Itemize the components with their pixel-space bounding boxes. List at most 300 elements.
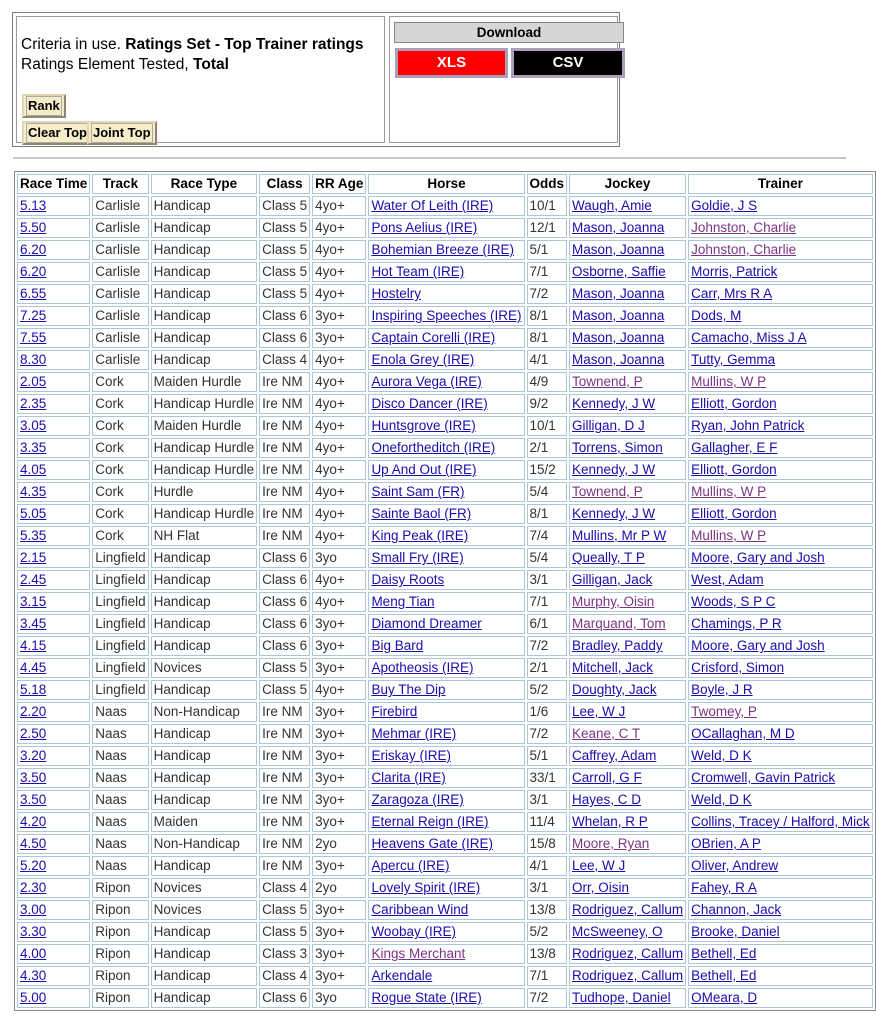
class-cell: Class 6 [259, 548, 310, 568]
jockey-link[interactable]: Mason, Joanna [572, 330, 665, 345]
race-time-cell [17, 878, 90, 898]
jockey-link[interactable]: Lee, W J [572, 704, 626, 719]
odds-cell: 8/1 [527, 306, 568, 326]
horse-link[interactable]: Apercu (IRE) [371, 858, 450, 873]
joint-top-button-label: Joint Top [91, 123, 153, 143]
horse-cell [368, 504, 524, 524]
trainer-cell [688, 306, 873, 326]
jockey-cell [569, 416, 686, 436]
horse-link[interactable]: Big Bard [371, 638, 424, 653]
horse-link[interactable]: Woobay (IRE) [371, 924, 456, 939]
track-cell: Ripon [92, 922, 148, 942]
horse-cell [368, 614, 524, 634]
horse-link[interactable]: Bohemian Breeze (IRE) [371, 242, 514, 257]
table-row [17, 394, 873, 414]
trainer-link[interactable]: Johnston, Charlie [691, 242, 797, 257]
trainer-link[interactable]: Johnston, Charlie [691, 220, 797, 235]
horse-link[interactable]: Small Fry (IRE) [371, 550, 464, 565]
age-cell: 2yo [312, 878, 366, 898]
trainer-cell [688, 196, 873, 216]
trainer-link[interactable]: Boyle, J R [691, 682, 753, 697]
trainer-link[interactable]: Chamings, P R [691, 616, 782, 631]
race-time-link[interactable]: 4.45 [20, 660, 47, 675]
table-row [17, 328, 873, 348]
jockey-cell [569, 834, 686, 854]
jockey-link[interactable]: Orr, Oisin [572, 880, 630, 895]
trainer-link[interactable]: OMeara, D [691, 990, 758, 1005]
horse-link[interactable]: Disco Dancer (IRE) [371, 396, 488, 411]
horse-link[interactable]: Water Of Leith (IRE) [371, 198, 494, 213]
table-row [17, 966, 873, 986]
ratings-element-prefix: Ratings Element Tested, [21, 56, 189, 73]
jockey-link[interactable]: Mason, Joanna [572, 220, 665, 235]
race-time-link[interactable]: 2.05 [20, 374, 47, 389]
col-odds-header: Odds [527, 174, 568, 194]
race-time-link[interactable]: 3.50 [20, 770, 47, 785]
race-time-link[interactable]: 3.30 [20, 924, 47, 939]
horse-link[interactable]: Firebird [371, 704, 418, 719]
horse-link[interactable]: Sainte Baol (FR) [371, 506, 472, 521]
age-cell: 4yo+ [312, 680, 366, 700]
horse-link[interactable]: Huntsgrove (IRE) [371, 418, 476, 433]
odds-cell: 7/4 [527, 526, 568, 546]
race-time-link[interactable]: 4.15 [20, 638, 47, 653]
race-time-link[interactable]: 2.20 [20, 704, 47, 719]
horse-link[interactable]: Heavens Gate (IRE) [371, 836, 493, 851]
odds-cell: 7/1 [527, 262, 568, 282]
age-cell: 3yo+ [312, 768, 366, 788]
race-time-cell [17, 636, 90, 656]
race-time-link[interactable]: 4.05 [20, 462, 47, 477]
horse-link[interactable]: Apotheosis (IRE) [371, 660, 474, 675]
horse-link[interactable]: Clarita (IRE) [371, 770, 446, 785]
track-cell: Carlisle [92, 350, 148, 370]
horse-cell [368, 218, 524, 238]
jockey-link[interactable]: Caffrey, Adam [572, 748, 657, 763]
race-time-link[interactable]: 6.55 [20, 286, 47, 301]
race-time-link[interactable]: 7.55 [20, 330, 47, 345]
trainer-link[interactable]: Tutty, Gemma [691, 352, 776, 367]
xls-download-button[interactable]: XLS [395, 48, 508, 78]
odds-cell: 3/1 [527, 878, 568, 898]
trainer-cell [688, 240, 873, 260]
horse-link[interactable]: Saint Sam (FR) [371, 484, 465, 499]
table-row [17, 724, 873, 744]
age-cell: 3yo+ [312, 900, 366, 920]
race-time-cell [17, 460, 90, 480]
table-row [17, 878, 873, 898]
jockey-link[interactable]: Moore, Ryan [572, 836, 650, 851]
jockey-cell [569, 746, 686, 766]
horse-cell [368, 460, 524, 480]
horse-link[interactable]: Onefortheditch (IRE) [371, 440, 496, 455]
race-time-link[interactable]: 6.20 [20, 242, 47, 257]
trainer-link[interactable]: Gallagher, E F [691, 440, 778, 455]
race-type-cell: Handicap [151, 988, 258, 1008]
trainer-link[interactable]: Mullins, W P [691, 528, 767, 543]
class-cell: Ire NM [259, 768, 310, 788]
track-cell: Cork [92, 504, 148, 524]
age-cell: 4yo+ [312, 350, 366, 370]
class-cell: Ire NM [259, 834, 310, 854]
trainer-cell [688, 284, 873, 304]
race-time-link[interactable]: 5.18 [20, 682, 47, 697]
jockey-link[interactable]: Kennedy, J W [572, 462, 656, 477]
track-cell: Naas [92, 724, 148, 744]
race-time-link[interactable]: 5.05 [20, 506, 47, 521]
track-cell: Carlisle [92, 196, 148, 216]
jockey-link[interactable]: Rodriguez, Callum [572, 946, 684, 961]
jockey-link[interactable]: Townend, P [572, 484, 643, 499]
trainer-link[interactable]: Carr, Mrs R A [691, 286, 773, 301]
race-time-cell [17, 240, 90, 260]
race-time-link[interactable]: 7.25 [20, 308, 47, 323]
race-type-cell: Maiden Hurdle [151, 372, 258, 392]
trainer-link[interactable]: Bethell, Ed [691, 968, 757, 983]
race-time-link[interactable]: 2.50 [20, 726, 47, 741]
race-type-cell: Handicap [151, 218, 258, 238]
trainer-cell [688, 790, 873, 810]
track-cell: Ripon [92, 988, 148, 1008]
odds-cell: 2/1 [527, 658, 568, 678]
odds-cell: 8/1 [527, 504, 568, 524]
class-cell: Class 5 [259, 900, 310, 920]
trainer-link[interactable]: OBrien, A P [691, 836, 761, 851]
class-cell: Ire NM [259, 372, 310, 392]
age-cell: 3yo+ [312, 328, 366, 348]
jockey-link[interactable]: Murphy, Oisin [572, 594, 655, 609]
trainer-link[interactable]: OCallaghan, M D [691, 726, 795, 741]
race-time-link[interactable]: 3.20 [20, 748, 47, 763]
race-time-link[interactable]: 4.35 [20, 484, 47, 499]
odds-cell: 5/4 [527, 482, 568, 502]
jockey-link[interactable]: Osborne, Saffie [572, 264, 666, 279]
age-cell: 4yo+ [312, 526, 366, 546]
track-cell: Lingfield [92, 658, 148, 678]
jockey-cell [569, 196, 686, 216]
trainer-link[interactable]: Weld, D K [691, 792, 752, 807]
race-type-cell: Handicap [151, 636, 258, 656]
table-row [17, 944, 873, 964]
trainer-link[interactable]: Collins, Tracey / Halford, Mick [691, 814, 870, 829]
horse-cell [368, 724, 524, 744]
age-cell: 4yo+ [312, 592, 366, 612]
odds-cell: 11/4 [527, 812, 568, 832]
jockey-cell [569, 262, 686, 282]
trainer-link[interactable]: Cromwell, Gavin Patrick [691, 770, 836, 785]
table-body [17, 196, 873, 1008]
trainer-cell [688, 900, 873, 920]
trainer-cell [688, 944, 873, 964]
table-row [17, 196, 873, 216]
odds-cell: 5/1 [527, 746, 568, 766]
odds-cell: 3/1 [527, 570, 568, 590]
jockey-link[interactable]: Rodriguez, Callum [572, 902, 684, 917]
trainer-cell [688, 856, 873, 876]
odds-cell: 33/1 [527, 768, 568, 788]
race-time-link[interactable]: 2.35 [20, 396, 47, 411]
race-time-link[interactable]: 2.30 [20, 880, 47, 895]
trainer-link[interactable]: Elliott, Gordon [691, 462, 777, 477]
jockey-link[interactable]: Mason, Joanna [572, 308, 665, 323]
trainer-cell [688, 768, 873, 788]
jockey-link[interactable]: Mason, Joanna [572, 242, 665, 257]
race-time-cell [17, 702, 90, 722]
age-cell: 4yo+ [312, 372, 366, 392]
horse-link[interactable]: Mehmar (IRE) [371, 726, 457, 741]
jockey-link[interactable]: Queally, T P [572, 550, 645, 565]
horse-link[interactable]: Pons Aelius (IRE) [371, 220, 478, 235]
race-time-cell [17, 350, 90, 370]
track-cell: Lingfield [92, 680, 148, 700]
class-cell: Ire NM [259, 790, 310, 810]
race-time-link[interactable]: 5.13 [20, 198, 47, 213]
jockey-link[interactable]: Mason, Joanna [572, 352, 665, 367]
divider [13, 157, 846, 159]
horse-link[interactable]: Eriskay (IRE) [371, 748, 451, 763]
track-cell: Ripon [92, 900, 148, 920]
race-type-cell: Handicap [151, 856, 258, 876]
horse-link[interactable]: Zaragoza (IRE) [371, 792, 464, 807]
trainer-link[interactable]: Goldie, J S [691, 198, 758, 213]
trainer-link[interactable]: Mullins, W P [691, 484, 767, 499]
table-row [17, 548, 873, 568]
class-cell: Class 6 [259, 988, 310, 1008]
jockey-link[interactable]: Mason, Joanna [572, 286, 665, 301]
horse-link[interactable]: Up And Out (IRE) [371, 462, 477, 477]
horse-link[interactable]: Buy The Dip [371, 682, 446, 697]
jockey-link[interactable]: Townend, P [572, 374, 643, 389]
age-cell: 3yo+ [312, 658, 366, 678]
trainer-cell [688, 350, 873, 370]
trainer-link[interactable]: Dods, M [691, 308, 742, 323]
trainer-link[interactable]: Brooke, Daniel [691, 924, 780, 939]
trainer-link[interactable]: Oliver, Andrew [691, 858, 779, 873]
table-row [17, 350, 873, 370]
table-row [17, 438, 873, 458]
criteria-panel [12, 12, 620, 147]
trainer-link[interactable]: Elliott, Gordon [691, 396, 777, 411]
jockey-link[interactable]: Mullins, Mr P W [572, 528, 667, 543]
odds-cell: 7/2 [527, 724, 568, 744]
table-row [17, 658, 873, 678]
jockey-cell [569, 636, 686, 656]
age-cell: 3yo+ [312, 812, 366, 832]
jockey-link[interactable]: Kennedy, J W [572, 396, 656, 411]
jockey-link[interactable]: Doughty, Jack [572, 682, 657, 697]
race-time-link[interactable]: 5.00 [20, 990, 47, 1005]
jockey-link[interactable]: Torrens, Simon [572, 440, 663, 455]
race-time-link[interactable]: 2.45 [20, 572, 47, 587]
trainer-link[interactable]: Morris, Patrick [691, 264, 778, 279]
trainer-link[interactable]: Fahey, R A [691, 880, 757, 895]
horse-link[interactable]: Inspiring Speeches (IRE) [371, 308, 522, 323]
trainer-link[interactable]: Bethell, Ed [691, 946, 757, 961]
track-cell: Naas [92, 812, 148, 832]
race-time-link[interactable]: 4.50 [20, 836, 47, 851]
race-type-cell: NH Flat [151, 526, 258, 546]
jockey-link[interactable]: Gilligan, Jack [572, 572, 653, 587]
trainer-link[interactable]: Elliott, Gordon [691, 506, 777, 521]
horse-cell [368, 416, 524, 436]
horse-link[interactable]: King Peak (IRE) [371, 528, 469, 543]
horse-cell [368, 900, 524, 920]
trainer-link[interactable]: Twomey, P [691, 704, 757, 719]
race-type-cell: Non-Handicap [151, 834, 258, 854]
horse-cell [368, 350, 524, 370]
race-time-link[interactable]: 2.15 [20, 550, 47, 565]
ratings-element-value: Total [193, 56, 229, 73]
horse-cell [368, 328, 524, 348]
jockey-cell [569, 504, 686, 524]
track-cell: Lingfield [92, 614, 148, 634]
race-time-cell [17, 438, 90, 458]
race-time-link[interactable]: 8.30 [20, 352, 47, 367]
trainer-link[interactable]: Camacho, Miss J A [691, 330, 807, 345]
race-time-link[interactable]: 5.20 [20, 858, 47, 873]
jockey-link[interactable]: Whelan, R P [572, 814, 648, 829]
trainer-cell [688, 746, 873, 766]
horse-cell [368, 878, 524, 898]
clear-top-button[interactable] [22, 121, 93, 145]
table-row [17, 834, 873, 854]
class-cell: Class 5 [259, 218, 310, 238]
trainer-link[interactable]: Weld, D K [691, 748, 752, 763]
horse-cell [368, 790, 524, 810]
horse-link[interactable]: Lovely Spirit (IRE) [371, 880, 481, 895]
trainer-link[interactable]: Mullins, W P [691, 374, 767, 389]
odds-cell: 5/2 [527, 680, 568, 700]
trainer-link[interactable]: Crisford, Simon [691, 660, 785, 675]
jockey-link[interactable]: Mitchell, Jack [572, 660, 654, 675]
rank-button-label: Rank [26, 96, 62, 116]
jockey-link[interactable]: Tudhope, Daniel [572, 990, 671, 1005]
jockey-link[interactable]: Gilligan, D J [572, 418, 645, 433]
race-time-link[interactable]: 3.50 [20, 792, 47, 807]
track-cell: Cork [92, 438, 148, 458]
trainer-link[interactable]: Woods, S P C [691, 594, 776, 609]
horse-link[interactable]: Enola Grey (IRE) [371, 352, 475, 367]
clear-top-button-label: Clear Top [26, 123, 89, 143]
jockey-link[interactable]: Hayes, C D [572, 792, 642, 807]
age-cell: 3yo+ [312, 856, 366, 876]
horse-link[interactable]: Captain Corelli (IRE) [371, 330, 496, 345]
race-time-cell [17, 900, 90, 920]
class-cell: Ire NM [259, 394, 310, 414]
race-time-link[interactable]: 3.00 [20, 902, 47, 917]
jockey-link[interactable]: Marquand, Tom [572, 616, 666, 631]
horse-link[interactable]: Rogue State (IRE) [371, 990, 482, 1005]
horse-link[interactable]: Daisy Roots [371, 572, 445, 587]
horse-cell [368, 636, 524, 656]
jockey-cell [569, 922, 686, 942]
horse-link[interactable]: Eternal Reign (IRE) [371, 814, 489, 829]
horse-cell [368, 526, 524, 546]
trainer-link[interactable]: Moore, Gary and Josh [691, 638, 825, 653]
race-time-link[interactable]: 4.00 [20, 946, 47, 961]
jockey-cell [569, 438, 686, 458]
horse-link[interactable]: Diamond Dreamer [371, 616, 482, 631]
track-cell: Cork [92, 526, 148, 546]
age-cell: 4yo+ [312, 196, 366, 216]
odds-cell: 7/2 [527, 636, 568, 656]
trainer-cell [688, 988, 873, 1008]
race-time-link[interactable]: 4.30 [20, 968, 47, 983]
trainer-link[interactable]: Channon, Jack [691, 902, 782, 917]
jockey-link[interactable]: Carroll, G F [572, 770, 642, 785]
odds-cell: 4/9 [527, 372, 568, 392]
class-cell: Class 4 [259, 966, 310, 986]
track-cell: Lingfield [92, 548, 148, 568]
table-row [17, 702, 873, 722]
trainer-link[interactable]: Ryan, John Patrick [691, 418, 805, 433]
trainer-link[interactable]: West, Adam [691, 572, 764, 587]
race-type-cell: Handicap [151, 284, 258, 304]
race-time-link[interactable]: 6.20 [20, 264, 47, 279]
csv-download-button[interactable]: CSV [511, 48, 625, 78]
horse-link[interactable]: Aurora Vega (IRE) [371, 374, 482, 389]
track-cell: Lingfield [92, 636, 148, 656]
race-type-cell: Novices [151, 658, 258, 678]
trainer-cell [688, 262, 873, 282]
jockey-cell [569, 548, 686, 568]
jockey-cell [569, 394, 686, 414]
race-time-link[interactable]: 5.35 [20, 528, 47, 543]
rank-button[interactable] [22, 94, 66, 118]
race-time-link[interactable]: 3.45 [20, 616, 47, 631]
age-cell: 4yo+ [312, 218, 366, 238]
table-row [17, 614, 873, 634]
table-row [17, 306, 873, 326]
horse-link[interactable]: Hostelry [371, 286, 421, 301]
horse-link[interactable]: Caribbean Wind [371, 902, 469, 917]
jockey-link[interactable]: Keane, C T [572, 726, 641, 741]
table-row [17, 746, 873, 766]
horse-link[interactable]: Kings Merchant [371, 946, 466, 961]
joint-top-button[interactable] [87, 121, 157, 145]
jockey-link[interactable]: Kennedy, J W [572, 506, 656, 521]
age-cell: 4yo+ [312, 570, 366, 590]
track-cell: Ripon [92, 878, 148, 898]
age-cell: 4yo+ [312, 482, 366, 502]
horse-link[interactable]: Arkendale [371, 968, 433, 983]
jockey-link[interactable]: Waugh, Amie [572, 198, 652, 213]
jockey-link[interactable]: Bradley, Paddy [572, 638, 663, 653]
jockey-cell [569, 768, 686, 788]
race-time-link[interactable]: 3.15 [20, 594, 47, 609]
race-time-link[interactable]: 3.35 [20, 440, 47, 455]
trainer-link[interactable]: Moore, Gary and Josh [691, 550, 825, 565]
race-time-link[interactable]: 4.20 [20, 814, 47, 829]
class-cell: Class 5 [259, 922, 310, 942]
horse-link[interactable]: Meng Tian [371, 594, 435, 609]
race-time-link[interactable]: 3.05 [20, 418, 47, 433]
race-time-cell [17, 922, 90, 942]
race-time-cell [17, 218, 90, 238]
download-cell [389, 16, 618, 143]
jockey-link[interactable]: Lee, W J [572, 858, 626, 873]
race-time-link[interactable]: 5.50 [20, 220, 47, 235]
jockey-link[interactable]: McSweeney, O [572, 924, 663, 939]
jockey-link[interactable]: Rodriguez, Callum [572, 968, 684, 983]
race-type-cell: Handicap [151, 746, 258, 766]
jockey-cell [569, 460, 686, 480]
race-time-cell [17, 790, 90, 810]
race-type-cell: Handicap [151, 592, 258, 612]
race-time-cell [17, 944, 90, 964]
class-cell: Class 5 [259, 262, 310, 282]
horse-link[interactable]: Hot Team (IRE) [371, 264, 465, 279]
